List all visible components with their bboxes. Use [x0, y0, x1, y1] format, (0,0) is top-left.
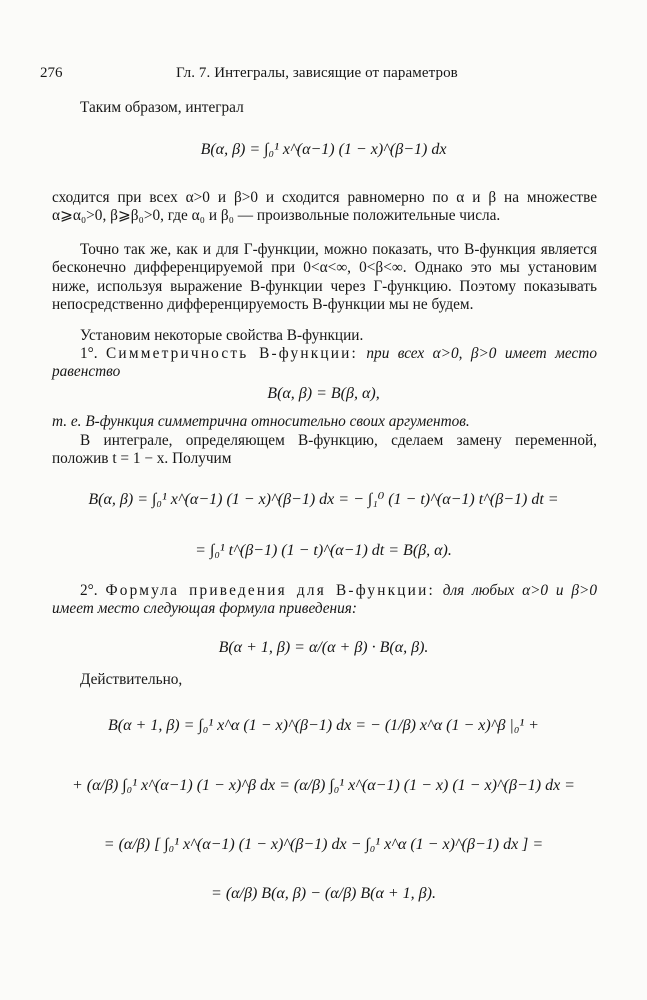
equation-beta-definition: B(α, β) = ∫₀¹ x^(α−1) (1 − x)^(β−1) dx — [200, 141, 447, 158]
paragraph-differentiability: Точно так же, как и для Г-функции, можно показать, что B-функция является бесконечно дифференцируемой при 0<α<∞, 0<β<∞. Однако это мы установим ниже, используя выражение B-функции через Г-функцию. Поэтому показывать непосредственно дифференцируемость B-функции мы не будем. — [52, 241, 597, 313]
paragraph-indeed: Действительно, — [80, 671, 183, 688]
paragraph-convergence: сходится при всех α>0 и β>0 и сходится равномерно по α и β на множестве α⩾α₀>0, β⩾β₀>0, где α₀ и β₀ — произвольные положительные числа. — [52, 189, 597, 225]
page-number: 276 — [40, 65, 63, 81]
paragraph-symmetry-meaning: т. е. B-функция симметрична относительно своих аргументов. — [52, 413, 470, 430]
property-1-name: Симметричность B-функции: — [106, 345, 358, 362]
property-1-symmetry: 1°. Симметричность B-функции: при всех α>0, β>0 имеет место равенство — [52, 345, 597, 381]
equation-reduction-proof-line-3: = (α/β) [ ∫₀¹ x^(α−1) (1 − x)^(β−1) dx − ∫₀¹ x^α (1 − x)^(β−1) dx ] = — [103, 836, 544, 853]
equation-reduction-proof-line-4: = (α/β) B(α, β) − (α/β) B(α + 1, β). — [211, 885, 436, 902]
equation-symmetry: B(α, β) = B(β, α), — [267, 385, 380, 402]
chapter-title: Гл. 7. Интегралы, зависящие от параметров — [176, 65, 458, 81]
equation-symmetry-proof-line-1: B(α, β) = ∫₀¹ x^(α−1) (1 − x)^(β−1) dx = − ∫₁⁰ (1 − t)^(α−1) t^(β−1) dt = — [88, 491, 559, 508]
paragraph-substitution: В интеграле, определяющем B-функцию, сделаем замену переменной, положив t = 1 − x. Получим — [52, 432, 597, 468]
equation-reduction-proof-line-2: + (α/β) ∫₀¹ x^(α−1) (1 − x)^β dx = (α/β) ∫₀¹ x^(α−1) (1 − x) (1 − x)^(β−1) dx = — [72, 777, 575, 794]
property-2-reduction: 2°. Формула приведения для B-функции: для любых α>0 и β>0 имеет место следующая формула приведения: — [52, 582, 598, 618]
paragraph-intro: Таким образом, интеграл — [80, 99, 244, 116]
property-2-name: Формула приведения для B-функции: — [105, 582, 435, 599]
property-2-statement: для любых α>0 и β>0 имеет место следующая формула приведения: — [52, 582, 598, 618]
equation-symmetry-proof-line-2: = ∫₀¹ t^(β−1) (1 − t)^(α−1) dt = B(β, α). — [195, 542, 452, 559]
equation-reduction-proof-line-1: B(α + 1, β) = ∫₀¹ x^α (1 − x)^(β−1) dx = − (1/β) x^α (1 − x)^β |₀¹ + — [108, 717, 539, 734]
property-1-statement: при всех α>0, β>0 имеет место равенство — [52, 345, 597, 381]
paragraph-properties: Установим некоторые свойства B-функции. — [80, 327, 364, 344]
equation-reduction-formula: B(α + 1, β) = α/(α + β) · B(α, β). — [218, 639, 429, 656]
